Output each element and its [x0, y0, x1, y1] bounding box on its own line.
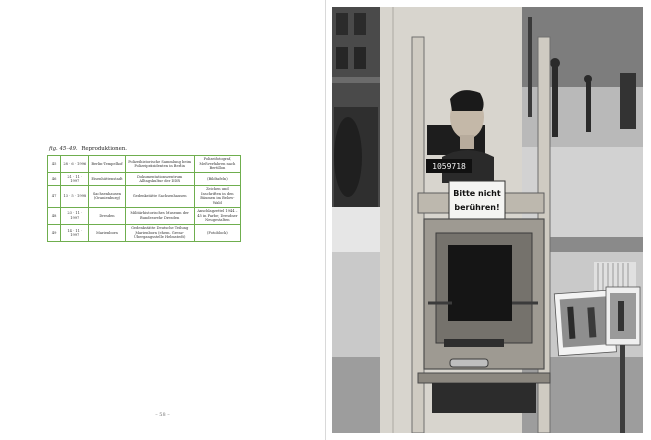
row-date: 14 · 11 · 1997 [61, 224, 89, 241]
row-number: 45 [48, 156, 61, 173]
reproductions-table [47, 155, 241, 242]
page-number: – 58 – [155, 412, 170, 418]
photograph-image [332, 7, 643, 433]
row-place: Berlin-Tempelhof [89, 156, 125, 173]
row-institution: Gedenkstätte Sachsenhausen [125, 185, 194, 207]
caption-title: Reproduktionen. [81, 146, 128, 152]
row-number: 48 [48, 207, 61, 224]
table-row [48, 185, 241, 207]
row-note: Polizeifotograf, Meßverfahren nach Bertillon [194, 156, 240, 173]
row-number: 47 [48, 185, 61, 207]
row-note: Anschlagzettel 1944 – 45 in Farbe; Dresdner Neugestalten [194, 207, 240, 224]
row-place: Eisenhüttenstadt [89, 173, 125, 186]
row-note: (Fotoblock) [194, 224, 240, 241]
sign-text-line1: Bitte nicht [453, 189, 501, 198]
table-body [48, 156, 241, 242]
figure-caption [49, 146, 127, 152]
row-date: 23 · 11 · 1997 [61, 207, 89, 224]
table-row [48, 224, 241, 241]
number-plate-text: 1059718 [432, 162, 466, 171]
table-row [48, 156, 241, 173]
sign-text-line2: berühren! [454, 203, 500, 212]
row-institution: Polizeihistorische Sammlung beim Polizeipräsidenten in Berlin [125, 156, 194, 173]
row-date: 28 · 6 · 1996 [61, 156, 89, 173]
row-institution: Militärhistorisches Museum der Bundeswehr Dresden [125, 207, 194, 224]
row-note: (Bildtafeln) [194, 173, 240, 186]
photograph [332, 7, 643, 433]
row-note: Zeichen und Inschriften in den Bäumen im Below-Wald [194, 185, 240, 207]
table-row [48, 173, 241, 186]
row-place: Marienborn [89, 224, 125, 241]
row-number: 46 [48, 173, 61, 186]
row-institution: Gedenkstätte Deutsche Teilung Marienborn (ehem. Grenz-Übergangsstelle Helmstedt) [125, 224, 194, 241]
row-institution: Dokumentationszentrum Alltagskultur der DDR [125, 173, 194, 186]
row-number: 49 [48, 224, 61, 241]
row-place: Sachsenhausen (Oranienburg) [89, 185, 125, 207]
table-row [48, 207, 241, 224]
left-page [0, 0, 325, 440]
row-place: Dresden [89, 207, 125, 224]
figure-number: fig. 45–49. [49, 146, 78, 152]
row-date: 13 · 5 · 1998 [61, 185, 89, 207]
row-date: 21 · 11 · 1997 [61, 173, 89, 186]
